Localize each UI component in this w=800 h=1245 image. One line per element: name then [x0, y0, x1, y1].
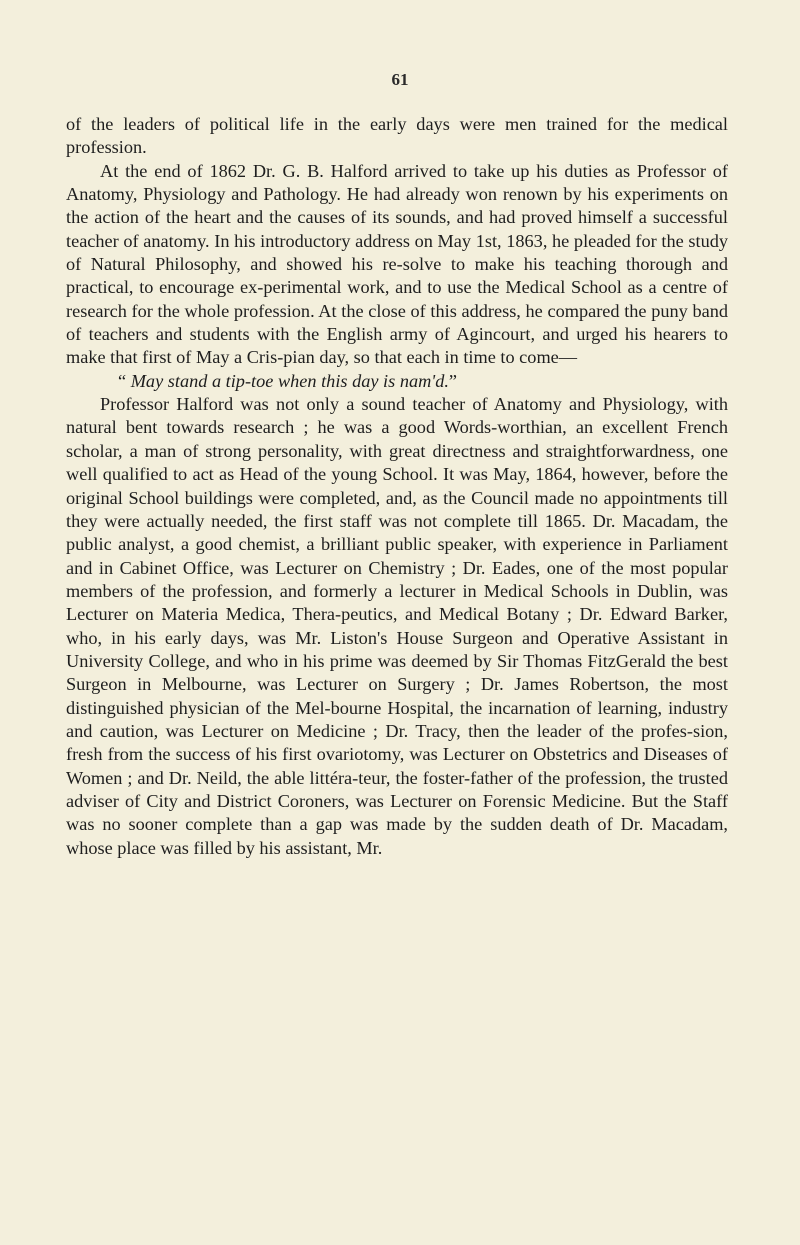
quote-text: May stand a tip-toe when this day is nam'd. [130, 370, 449, 391]
quote-close-mark: ” [448, 370, 458, 391]
paragraph-halford-arrival: At the end of 1862 Dr. G. B. Halford arrived to take up his duties as Professor of Anatomy, Physiology and Pathology. He had already won renown by his experiments on the action of the heart and the causes of its sounds, and had proved himself a successful teacher of anatomy. In his introductory address on May 1st, 1863, he pleaded for the study of Natural Philosophy, and showed his re-solve to make his teaching thorough and practical, to encourage ex-perimental work, and to use the Medical School as a centre of research for the whole profession. At the close of this address, he compared the puny band of teachers and students with the English army of Agincourt, and urged his hearers to make that first of May a Cris-pian day, so that each in time to come— [66, 160, 728, 368]
paragraph-first-staff: Professor Halford was not only a sound teacher of Anatomy and Physiology, with natural bent towards research ; he was a good Words-worthian, an excellent French scholar, a man of strong personality, with great directness and straightforwardness, one well qualified to act as Head of the young School. It was May, 1864, however, before the original School buildings were completed, and, as the Council made no appointments till they were actually needed, the first staff was not complete till 1865. Dr. Macadam, the public analyst, a good chemist, a brilliant public speaker, with experience in Parliament and in Cabinet Office, was Lecturer on Chemistry ; Dr. Eades, one of the most popular members of the profession, and formerly a lecturer in Medical Schools in Dublin, was Lecturer on Materia Medica, Thera-peutics, and Medical Botany ; Dr. Edward Barker, who, in his early days, was Mr. Liston's House Surgeon and Operative Assistant in University College, and who in his prime was deemed by Sir Thomas FitzGerald the best Surgeon in Melbourne, was Lecturer on Surgery ; Dr. James Robertson, the most distinguished physician of the Mel-bourne Hospital, the incarnation of learning, industry and caution, was Lecturer on Medicine ; Dr. Tracy, then the leader of the profes-sion, fresh from the success of his first ovariotomy, was Lecturer on Obstetrics and Diseases of Women ; and Dr. Neild, the able littéra-teur, the foster-father of the profession, the trusted adviser of City and District Coroners, was Lecturer on Forensic Medicine. But the Staff was no sooner complete than a gap was made by the sudden death of Dr. Macadam, whose place was filled by his assistant, Mr. [66, 394, 728, 858]
quote-open-mark: “ [118, 370, 127, 391]
paragraph-opening: of the leaders of political life in the early days were men trained for the medical profession. [66, 114, 728, 158]
page-number: 61 [391, 70, 409, 89]
shakespeare-quote [66, 370, 728, 393]
body-text [66, 113, 728, 860]
